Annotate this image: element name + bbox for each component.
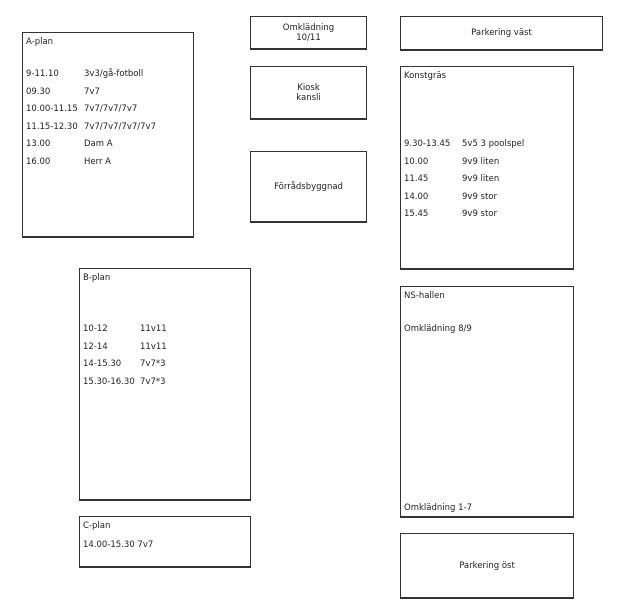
parkering-ost-box [400,533,574,599]
row-text: 7v7*3 [140,359,166,369]
schedule-row [26,154,191,172]
omkladning-10-11-line1: Omklädning [282,22,335,33]
row-text: 9v9 liten [462,156,500,167]
row-time: 9-11.10 [26,69,59,79]
schedule-row [26,119,191,137]
a-plan-schedule [26,66,191,171]
row-text: 9v9 liten [462,174,500,184]
row-text: Herr A [84,156,111,167]
ns-hallen-title: NS-hallen [404,291,445,301]
a-plan-title: A-plan [26,37,54,47]
omkladning-10-11-box [250,16,367,50]
c-plan-schedule-line: 14.00-15.30 7v7 [83,540,154,550]
row-text: 11v11 [140,341,167,352]
b-plan-title: B-plan [83,273,111,283]
schedule-row [26,101,191,119]
row-text: 3v3/gå-fotboll [84,69,144,79]
schedule-row [404,154,572,172]
row-time: 11.45 [404,174,429,184]
omkladning-8-9-label: Omklädning 8/9 [404,324,472,334]
schedule-row [404,206,572,224]
c-plan-title: C-plan [83,521,111,531]
row-time: 15.45 [404,209,429,219]
parkering-vast-box [400,16,603,51]
kiosk-line2: kansli [296,92,321,103]
row-text: 7v7/7v7/7v7/7v7 [84,121,156,132]
row-time: 10.00 [404,156,429,167]
row-text: 5v5 3 poolspel [462,139,525,149]
row-time: 9.30-13.45 [404,139,451,149]
schedule-row [83,356,248,374]
c-plan-box [79,516,251,568]
ns-hallen-box [400,286,574,518]
schedule-row [404,189,572,207]
b-plan-box [79,268,251,501]
konstgras-schedule [404,136,572,224]
schedule-row [83,321,248,339]
row-time: 12-14 [83,341,108,352]
row-time: 10-12 [83,324,108,334]
row-time: 14.00 [404,191,429,202]
schedule-row [26,66,191,84]
row-text: 9v9 stor [462,191,498,202]
row-time: 13.00 [26,139,51,149]
row-text: Dam A [84,139,113,149]
row-text: 7v7*3 [140,376,166,387]
kiosk-line1: Kiosk [297,82,320,93]
row-time: 10.00-11.15 [26,104,78,114]
kiosk-kansli-box [250,66,367,120]
schedule-row [83,339,248,357]
parkering-ost-label: Parkering öst [459,560,515,571]
a-plan-box [22,32,194,238]
row-text: 11v11 [140,324,167,334]
schedule-row [26,84,191,102]
forradsbyggnad-label: Förrådsbyggnad [274,181,343,192]
schedule-row [26,136,191,154]
parkering-vast-label: Parkering väst [471,28,532,38]
omkladning-1-7-label: Omklädning 1-7 [404,503,472,513]
schedule-row [404,136,572,154]
row-time: 16.00 [26,156,51,167]
b-plan-schedule [83,321,248,391]
schedule-row [83,374,248,392]
row-text: 7v7 [84,86,100,97]
row-time: 11.15-12.30 [26,121,78,132]
row-text: 7v7/7v7/7v7 [84,104,138,114]
omkladning-10-11-line2: 10/11 [296,32,321,43]
row-time: 14-15.30 [83,359,122,369]
konstgras-title: Konstgräs [404,71,447,81]
schedule-row [404,171,572,189]
konstgras-box [400,66,574,270]
row-time: 15.30-16.30 [83,376,135,387]
row-text: 9v9 stor [462,209,498,219]
forradsbyggnad-box [250,151,367,223]
row-time: 09.30 [26,86,51,97]
